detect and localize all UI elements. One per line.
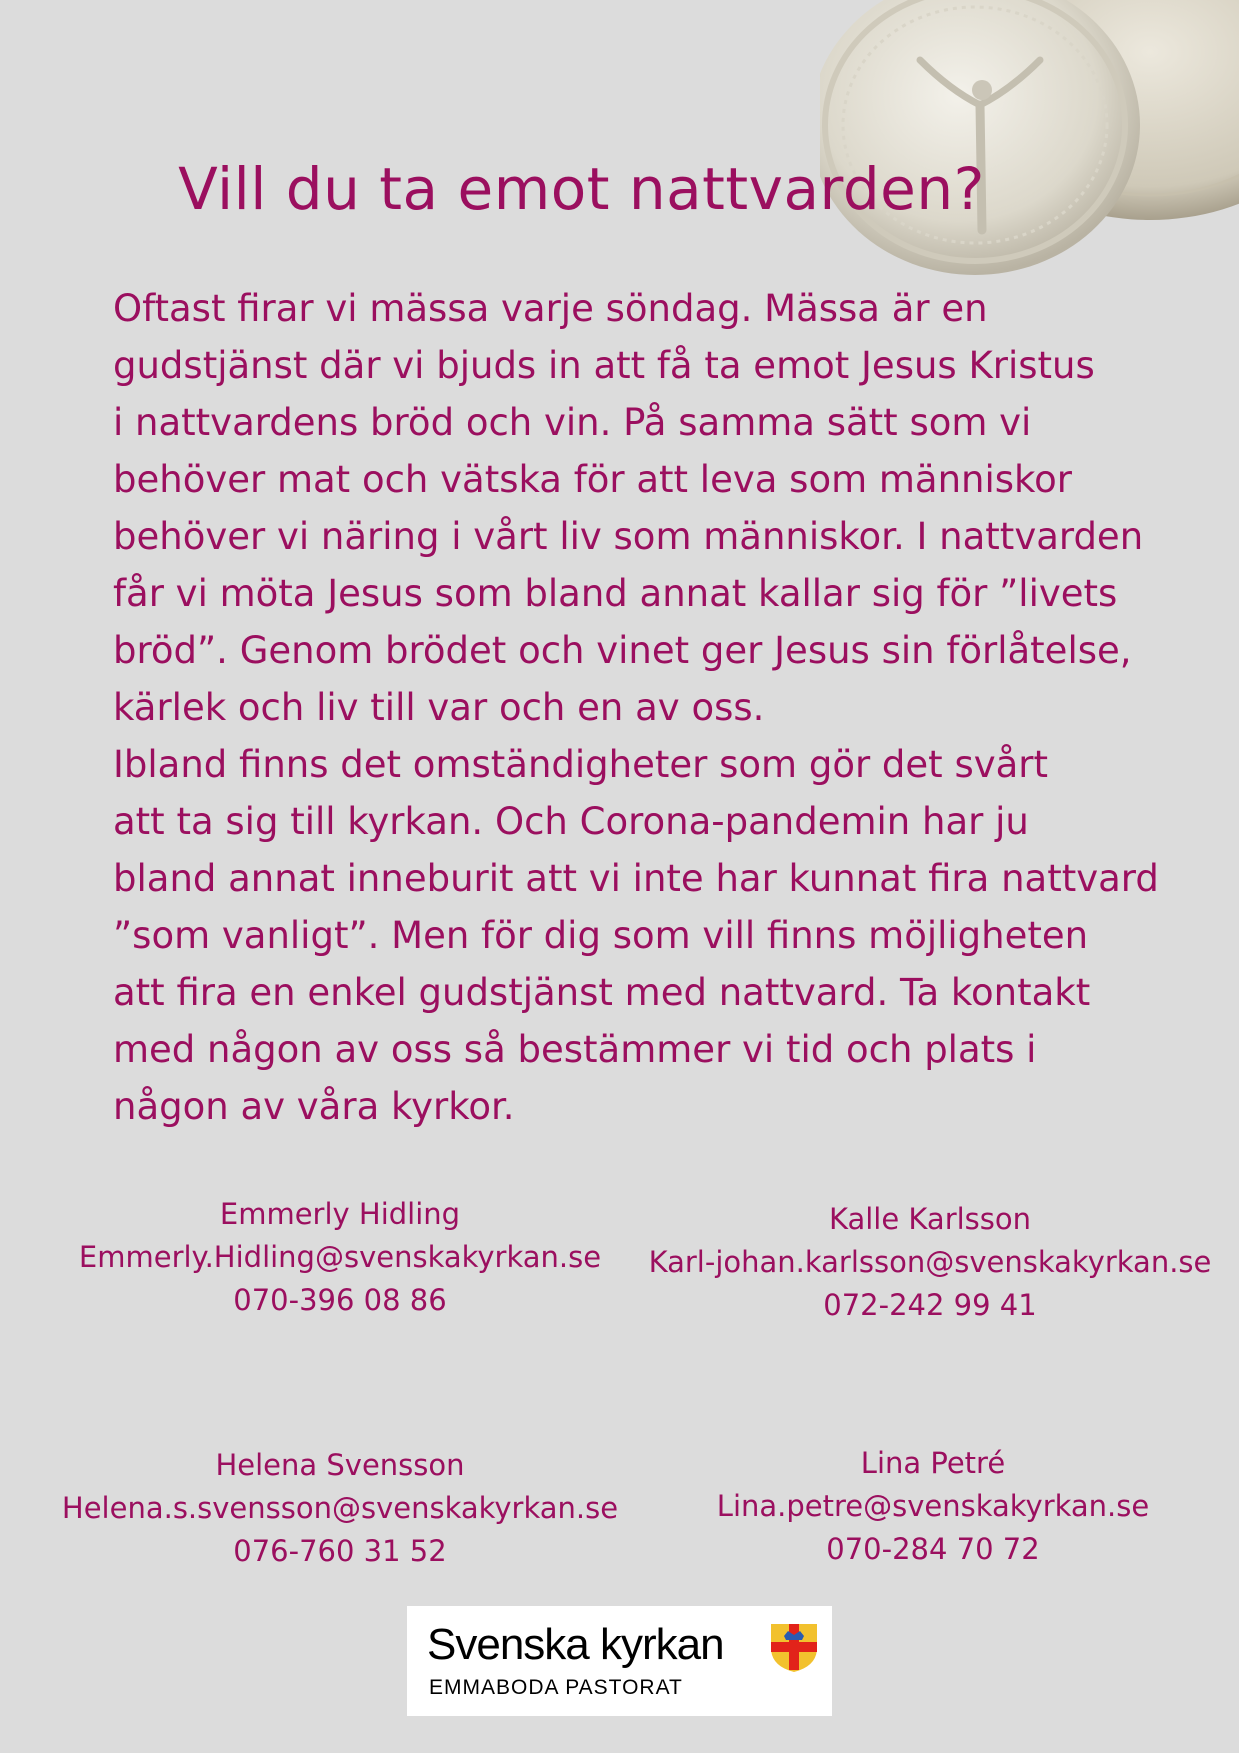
contact-card <box>40 1444 640 1573</box>
body-line: får vi möta Jesus som bland annat kallar sig för ”livets <box>113 572 1118 615</box>
logo-wordmark: Svenska kyrkan <box>427 1620 724 1669</box>
contact-phone[interactable]: 070-284 70 72 <box>826 1532 1040 1566</box>
body-line: gudstjänst där vi bjuds in att få ta emot Jesus Kristus <box>113 344 1095 387</box>
body-line: med någon av oss så bestämmer vi tid och plats i <box>113 1028 1037 1071</box>
contact-email[interactable]: Emmerly.Hidling@svenskakyrkan.se <box>78 1240 602 1274</box>
body-line: behöver mat och vätska för att leva som människor <box>113 458 1073 501</box>
body-line: att ta sig till kyrkan. Och Corona-pandemin har ju <box>113 800 1029 843</box>
communion-wafers-image <box>820 0 1239 280</box>
contact-card <box>40 1193 640 1322</box>
body-line: kärlek och liv till var och en av oss. <box>113 686 765 729</box>
contact-name: Helena Svensson <box>215 1448 465 1482</box>
contact-name: Kalle Karlsson <box>828 1202 1032 1236</box>
body-line: i nattvardens bröd och vin. På samma sätt som vi <box>113 401 1032 444</box>
contact-card <box>633 1442 1233 1571</box>
body-line: någon av våra kyrkor. <box>113 1085 515 1128</box>
body-line: Oftast firar vi mässa varje söndag. Mässa är en <box>113 287 988 330</box>
contact-phone[interactable]: 076-760 31 52 <box>233 1534 447 1568</box>
logo-subtitle: EMMABODA PASTORAT <box>429 1676 683 1699</box>
body-line: bland annat inneburit att vi inte har kunnat fira nattvard <box>113 857 1159 900</box>
church-logo <box>407 1606 832 1716</box>
body-line: att fira en enkel gudstjänst med nattvard. Ta kontakt <box>113 971 1091 1014</box>
contact-email[interactable]: Karl-johan.karlsson@svenskakyrkan.se <box>648 1245 1212 1279</box>
church-crest-icon <box>769 1622 819 1674</box>
body-line: behöver vi näring i vårt liv som människor. I nattvarden <box>113 515 1144 558</box>
body-line: ”som vanligt”. Men för dig som vill finns möjligheten <box>113 914 1089 957</box>
contact-card <box>630 1198 1230 1327</box>
contact-name: Lina Petré <box>860 1446 1006 1480</box>
body-text <box>113 280 1159 1135</box>
contact-phone[interactable]: 070-396 08 86 <box>233 1283 447 1317</box>
page-title: Vill du ta emot nattvarden? <box>178 155 985 223</box>
contact-phone[interactable]: 072-242 99 41 <box>823 1288 1037 1322</box>
contact-email[interactable]: Helena.s.svensson@svenskakyrkan.se <box>61 1491 619 1525</box>
contact-email[interactable]: Lina.petre@svenskakyrkan.se <box>716 1489 1150 1523</box>
body-line: Ibland finns det omständigheter som gör det svårt <box>113 743 1049 786</box>
body-line: bröd”. Genom brödet och vinet ger Jesus sin förlåtelse, <box>113 629 1132 672</box>
contact-name: Emmerly Hidling <box>219 1197 461 1231</box>
